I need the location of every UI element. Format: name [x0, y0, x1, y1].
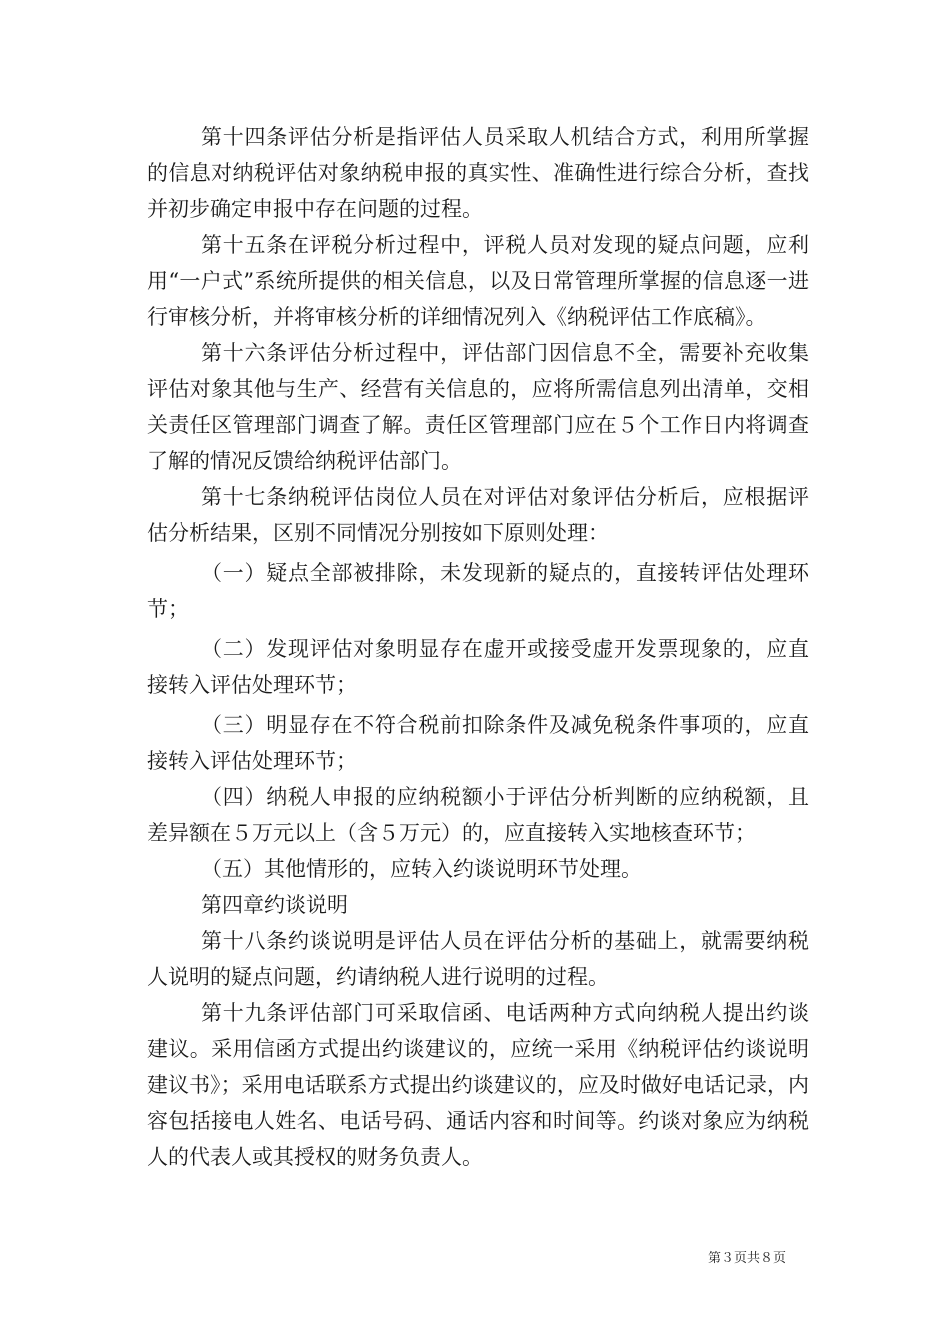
article-17-item-1: （一）疑点全部被排除，未发现新的疑点的，直接转评估处理环节； — [147, 561, 809, 621]
article-17-item-2: （二）发现评估对象明显存在虚开或接受虚开发票现象的，应直接转入评估处理环节； — [147, 637, 809, 697]
article-17-item-4: （四）纳税人申报的应纳税额小于评估分析判断的应纳税额，且差异额在５万元以上（含５万元）的，应直接转入实地核查环节； — [147, 785, 809, 845]
article-17: 第十七条纳税评估岗位人员在对评估对象评估分析后，应根据评估分析结果，区别不同情况分别按如下原则处理： — [147, 485, 809, 545]
article-19: 第十九条评估部门可采取信函、电话两种方式向纳税人提出约谈建议。采用信函方式提出约谈建议的，应统一采用《纳税评估约谈说明建议书》；采用电话联系方式提出约谈建议的，应及时做好电话记录，内容包括接电人姓名、电话号码、通话内容和时间等。约谈对象应为纳税人的代表人或其授权的财务负责人。 — [147, 1001, 809, 1169]
article-16: 第十六条评估分析过程中，评估部门因信息不全，需要补充收集评估对象其他与生产、经营有关信息的，应将所需信息列出清单，交相关责任区管理部门调查了解。责任区管理部门应在５个工作日内将调查了解的情况反馈给纳税评估部门。 — [147, 341, 809, 473]
article-17-item-5: （五）其他情形的，应转入约谈说明环节处理。 — [201, 857, 642, 881]
article-15: 第十五条在评税分析过程中，评税人员对发现的疑点问题，应利用“一户式”系统所提供的相关信息，以及日常管理所掌握的信息逐一进行审核分析，并将审核分析的详细情况列入《纳税评估工作底稿》。 — [147, 233, 809, 329]
article-18: 第十八条约谈说明是评估人员在评估分析的基础上，就需要纳税人说明的疑点问题，约请纳税人进行说明的过程。 — [147, 929, 809, 989]
document-body — [147, 119, 809, 1175]
page-number-footer: 第３页共８页 — [708, 1251, 787, 1266]
chapter-title: 第四章约谈说明 — [201, 893, 348, 917]
article-14: 第十四条评估分析是指评估人员采取人机结合方式，利用所掌握的信息对纳税评估对象纳税申报的真实性、准确性进行综合分析，查找并初步确定申报中存在问题的过程。 — [147, 125, 809, 221]
article-17-item-3: （三）明显存在不符合税前扣除条件及减免税条件事项的，应直接转入评估处理环节； — [147, 713, 809, 773]
